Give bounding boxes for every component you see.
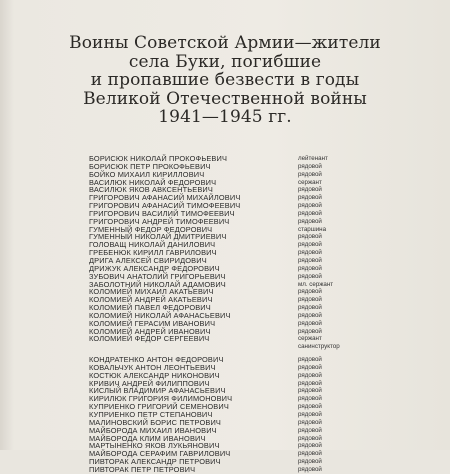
soldier-name: ДРИЖУК АЛЕКСАНДР ФЕДОРОВИЧ <box>89 263 220 273</box>
soldier-rank: рядовой <box>298 371 322 379</box>
soldier-rank: мл. сержант <box>298 280 334 288</box>
soldier-name: КОНДРАТЕНКО АНТОН ФЕДОРОВИЧ <box>89 355 224 365</box>
soldier-name: КРИВИЧ АНДРЕЙ ФИЛИППОВИЧ <box>89 378 210 388</box>
soldier-rank: лейтенант <box>298 155 328 162</box>
soldier-name: ДРИГА АЛЕКСЕЙ СВИРИДОВИЧ <box>89 255 207 265</box>
soldier-name: МАЛИНОВСКИЙ БОРИС ПЕТРОВИЧ <box>89 417 221 427</box>
soldier-rank: рядовой <box>298 356 322 364</box>
soldier-rank: рядовой <box>298 249 322 257</box>
soldier-name: КОЛОМИЕЙ ГЕРАСИМ ИВАНОВИЧ <box>89 318 216 328</box>
soldier-rank: рядовой <box>298 202 322 210</box>
soldier-name: ПИВТОРАК ПЕТР ПЕТРОВИЧ <box>89 464 196 474</box>
soldier-name: КОЛОМИЕЙ АНДРЕЙ АКАТЬЕВИЧ <box>89 295 213 305</box>
soldier-rank: рядовой <box>298 256 322 264</box>
soldier-name: КОЛОМИЕЙ ПАВЕЛ ФЕДОРОВИЧ <box>89 303 211 313</box>
soldier-name: ГРИГОРОВИЧ АНДРЕЙ ТИМОФЕЕВИЧ <box>89 216 230 226</box>
title-line: Воины Советской Армии—жители <box>69 33 381 53</box>
soldier-name: КОЛОМИЕЙ МИХАИЛ АКАТЬЕВИЧ <box>89 287 214 297</box>
casualty-list <box>89 155 389 474</box>
soldier-name: ПИВТОРАК АЛЕКСАНДР ПЕТРОВИЧ <box>89 457 221 467</box>
soldier-name: КОЛОМИЕЙ ФЕДОР СЕРГЕЕВИЧ <box>89 334 210 344</box>
title-line: Великой Отечественной войны <box>83 88 367 109</box>
soldier-rank: рядовой <box>298 387 322 395</box>
soldier-rank: рядовой <box>298 186 322 194</box>
soldier-rank: рядовой <box>298 327 322 335</box>
soldier-rank: сержант <box>298 178 322 186</box>
soldier-name: КОЛОМИЕЙ НИКОЛАЙ АФАНАСЬЕВИЧ <box>89 310 231 320</box>
soldier-rank: рядовой <box>298 418 322 426</box>
soldier-rank: старшина <box>298 225 327 233</box>
soldier-name: МАЙБОРОДА КЛИМ ИВАНОВИЧ <box>89 433 206 443</box>
soldier-rank: рядовой <box>298 426 322 434</box>
soldier-rank: рядовой <box>298 465 322 473</box>
soldier-rank: рядовой <box>298 162 322 170</box>
soldier-rank: рядовой <box>298 319 322 327</box>
soldier-rank: рядовой <box>298 434 322 442</box>
soldier-name: ГРЕБЕНЮК КИРИЛЛ ГАВРИЛОВИЧ <box>89 248 217 258</box>
soldier-name: БОРИСЮК ПЕТР ПРОКОФЬЕВИЧ <box>89 161 211 171</box>
soldier-rank: рядовой <box>298 450 322 458</box>
soldier-rank: рядовой <box>298 241 322 249</box>
soldier-rank: санинструктор <box>298 343 340 351</box>
soldier-rank: рядовой <box>298 363 322 371</box>
memorial-title <box>40 34 410 127</box>
soldier-name: ЗУБОВИЧ АНАТОЛИЙ ГРИГОРЬЕВИЧ <box>89 271 226 281</box>
list-item <box>89 343 389 351</box>
title-line: 1941—1945 гг. <box>158 107 292 127</box>
soldier-rank: рядовой <box>298 411 322 418</box>
soldier-name: МАЙБОРОДА МИХАИЛ ИВАНОВИЧ <box>89 425 217 435</box>
soldier-rank: рядовой <box>298 395 322 403</box>
soldier-name: ГОЛОВАЩ НИКОЛАЙ ДАНИЛОВИЧ <box>89 240 216 250</box>
soldier-name: БОЙКО МИХАИЛ КИРИЛЛОВИЧ <box>89 169 205 179</box>
list-item <box>89 466 389 474</box>
title-line: села Буки, погибшие <box>128 51 322 72</box>
soldier-rank: рядовой <box>298 217 322 225</box>
soldier-rank: рядовой <box>298 233 322 241</box>
soldier-name: ВАСИЛЮК НИКОЛАЙ ФЕДОРОВИЧ <box>89 177 217 187</box>
soldier-name: КИРИЛЮК ГРИГОРИЯ ФИЛИМОНОВИЧ <box>89 394 233 404</box>
soldier-rank: сержант <box>298 335 322 343</box>
soldier-rank: рядовой <box>298 379 322 387</box>
soldier-name: ЗАБОЛОТНИЙ НИКОЛАЙ АДАМОВИЧ <box>89 279 226 289</box>
soldier-rank: рядовой <box>298 170 322 178</box>
soldier-rank: рядовой <box>298 403 322 411</box>
soldier-name: МАРТЫНЕНКО ЯКОВ ЛУКЬЯНОВИЧ <box>89 441 220 451</box>
soldier-name: ГУМЕННЫЙ ФЕДОР ФЕДОРОВИЧ <box>89 224 213 234</box>
soldier-name: КИСЛЫЙ ВЛАДИМИР АФАНАСЬЕВИЧ <box>89 386 226 396</box>
soldier-name: КОЛОМИЕЙ АНДРЕЙ ИВАНОВИЧ <box>89 326 211 336</box>
soldier-rank: рядовой <box>298 272 322 280</box>
soldier-rank: рядовой <box>298 264 322 272</box>
soldier-name: ГРИГОРОВИЧ ВАСИЛИЙ ТИМОФЕЕВИЧ <box>89 208 235 218</box>
title-line: и пропавшие безвести в годы <box>90 70 360 90</box>
soldier-name: КОВАЛЬЧУК АНТОН ЛЕОНТЬЕВИЧ <box>89 362 216 372</box>
soldier-rank: рядовой <box>298 304 322 312</box>
soldier-name: МАЙБОРОДА СЕРАФИМ ГАВРИЛОВИЧ <box>89 449 231 459</box>
soldier-name: КУПРИЕНКО ПЕТР СТЕПАНОВИЧ <box>89 410 213 419</box>
soldier-rank: рядовой <box>298 288 322 296</box>
soldier-name: КОСТЮК АЛЕКСАНДР НИКОНОВИЧ <box>89 370 220 380</box>
list-item <box>89 335 389 343</box>
soldier-name: ГРИГОРОВИЧ АФАНАСИЙ ТИМОФЕЕВИЧ <box>89 201 241 211</box>
soldier-name: ВАСИЛЮК ЯКОВ АВКСЕНТЬЕВИЧ <box>89 185 213 195</box>
soldier-name: ГУМЕННЫЙ НИКОЛАЙ ДМИТРИЕВИЧ <box>89 232 227 242</box>
soldier-name: КУПРИЕНКО ГРИГОРИЙ СЕМЕНОВИЧ <box>89 402 229 412</box>
soldier-rank: рядовой <box>298 442 322 450</box>
soldier-rank: рядовой <box>298 296 322 304</box>
soldier-rank: рядовой <box>298 311 322 319</box>
soldier-name: ГРИГОРОВИЧ АФАНАСИЙ МИХАЙЛОВИЧ <box>89 193 241 203</box>
soldier-rank: рядовой <box>298 458 322 466</box>
soldier-rank: рядовой <box>298 194 322 202</box>
soldier-name: БОРИСЮК НИКОЛАЙ ПРОКОФЬЕВИЧ <box>89 154 228 163</box>
soldier-rank: рядовой <box>298 209 322 217</box>
